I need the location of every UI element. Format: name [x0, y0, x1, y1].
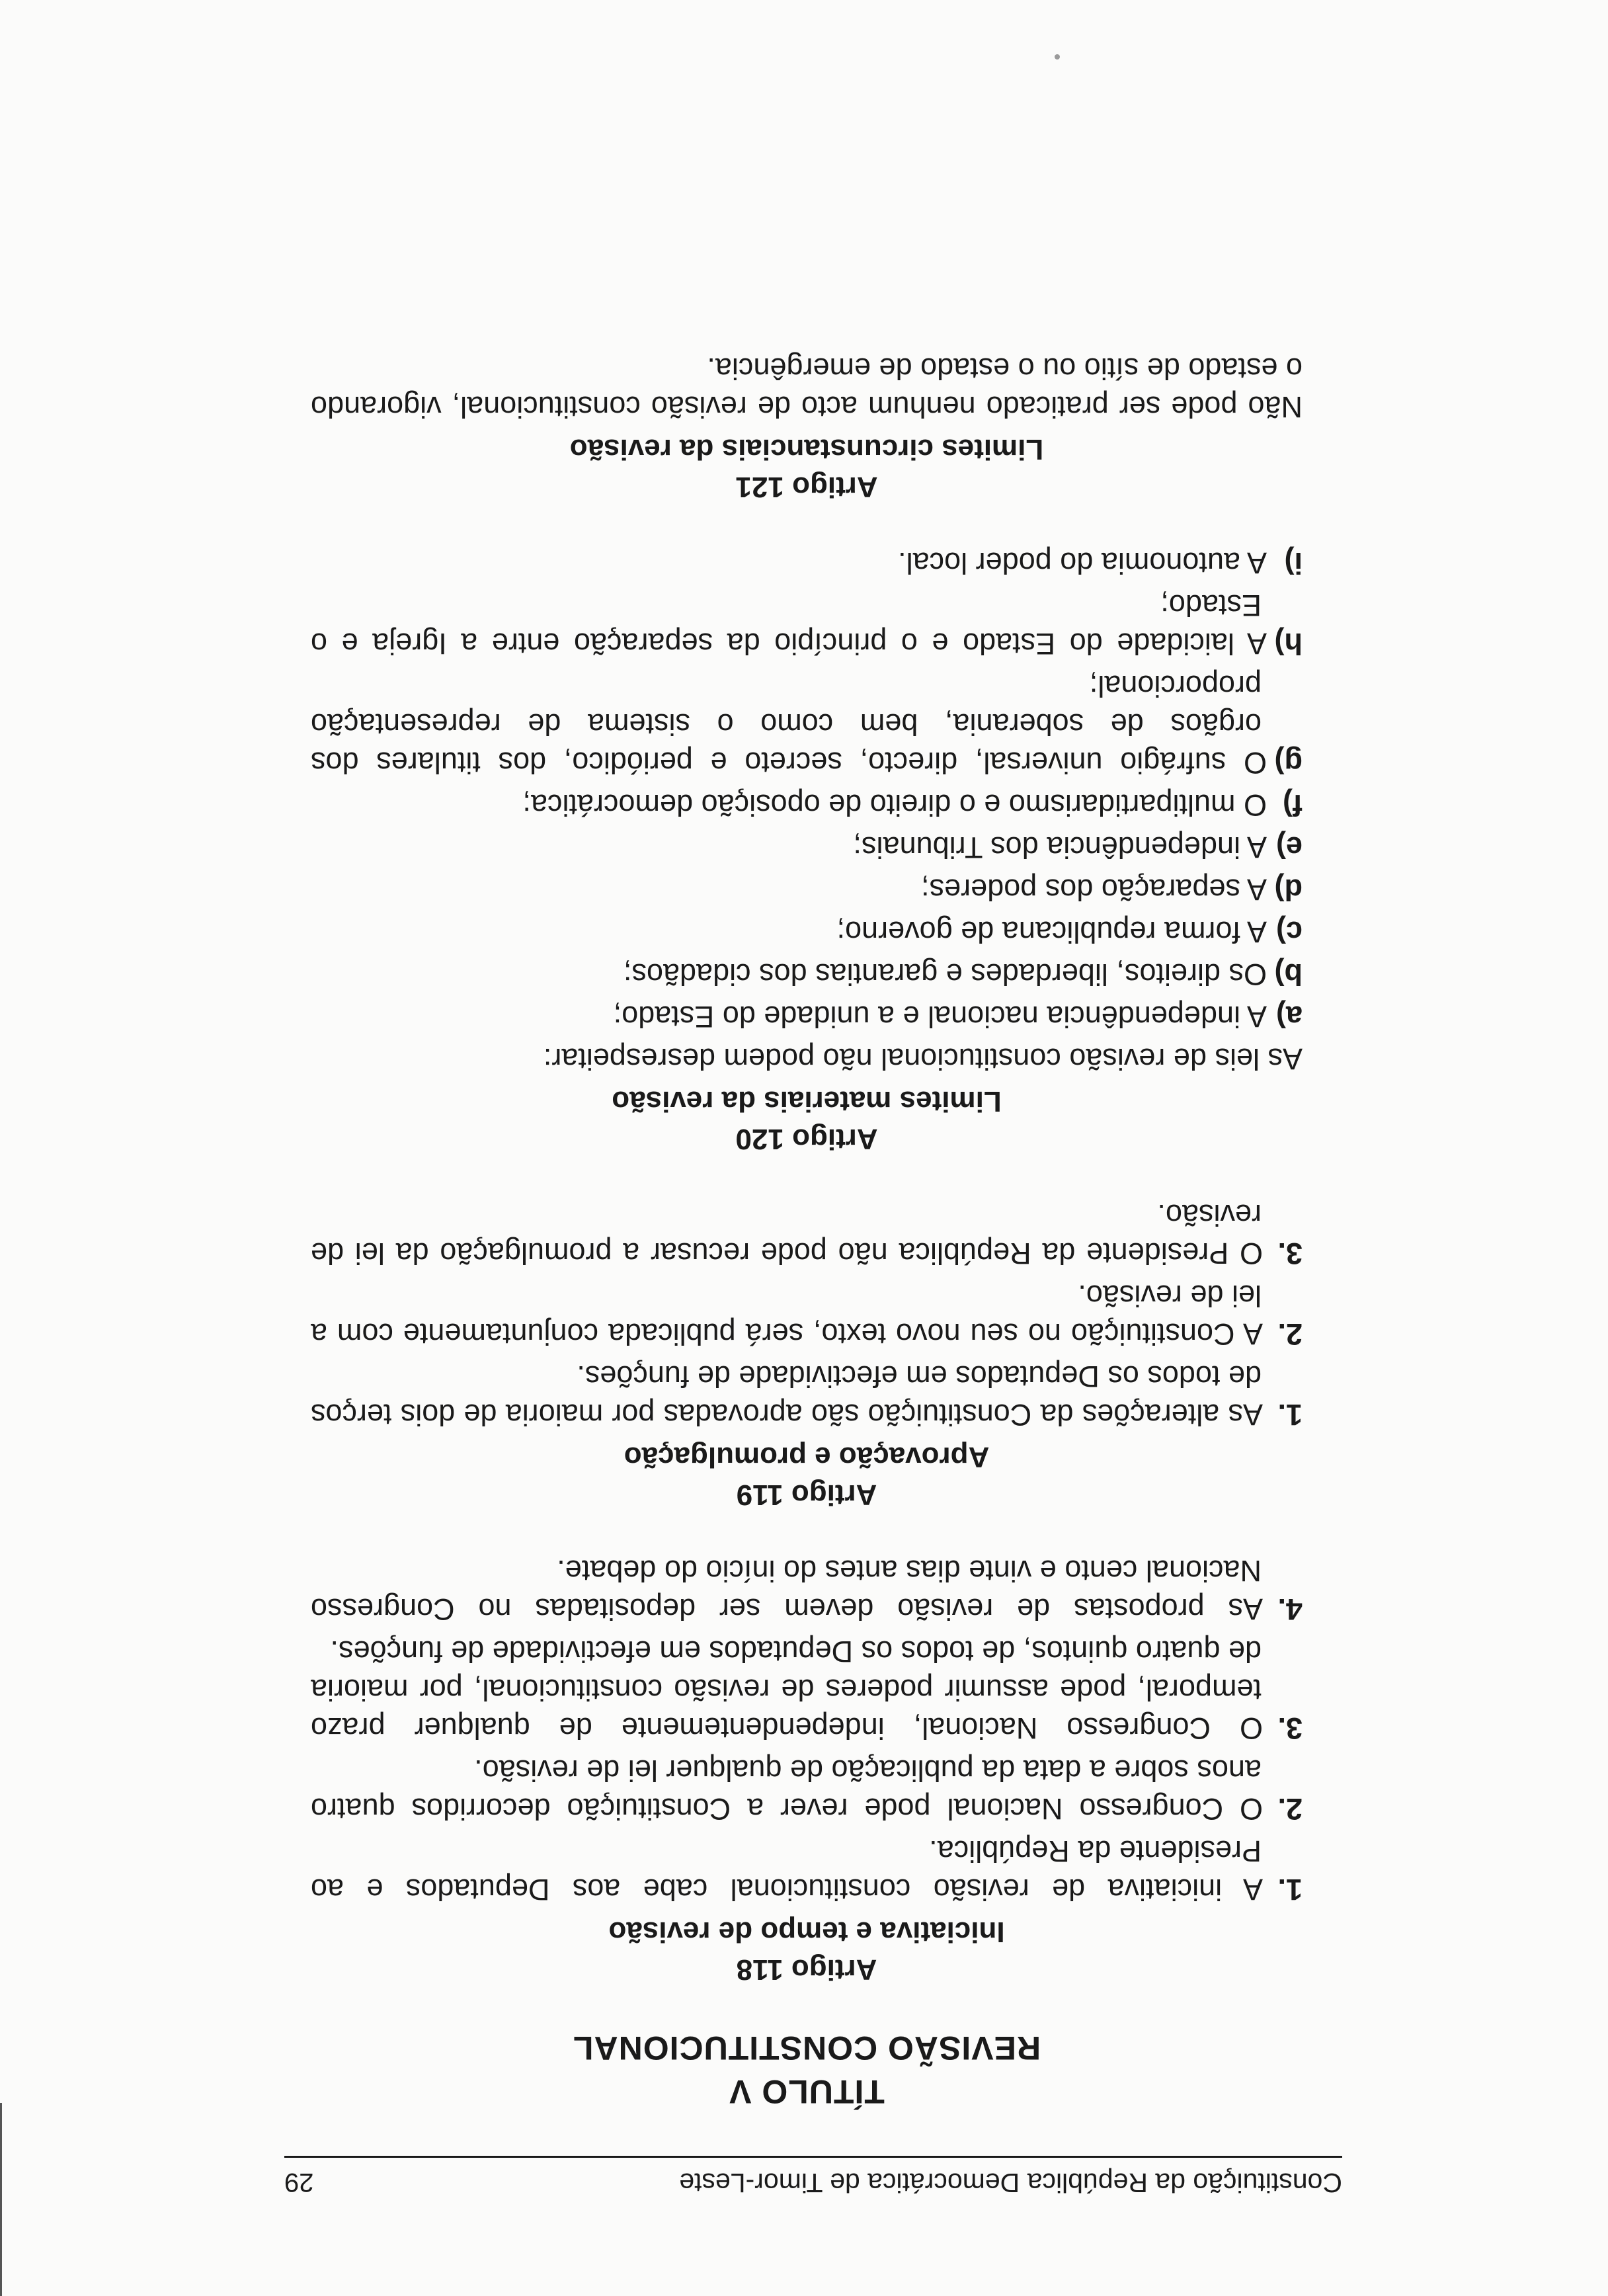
paragraph-number: 1.: [1277, 1398, 1303, 1432]
lettered-item: [311, 544, 1303, 582]
lettered-item: [311, 786, 1303, 824]
title-heading: REVISÃO CONSTITUCIONAL: [572, 2030, 1041, 2067]
article-subtitle: Limites materiais da revisão: [612, 1085, 1002, 1118]
item-text: A laicidade do Estado e o princípio da separação entre a Igreja e o Estado;: [311, 589, 1267, 661]
numbered-paragraph: [311, 1832, 1303, 1908]
lettered-item: [311, 586, 1303, 663]
article-120: [311, 544, 1303, 1157]
article-text: Não pode ser praticado nenhum acto de revisão constitucional, vigorando o estado de sítio ou o estado de emergência.: [311, 352, 1303, 424]
paragraph-number: 4.: [1277, 1592, 1303, 1626]
item-letter: f): [1283, 788, 1303, 822]
article-119: [311, 1196, 1303, 1513]
article-subtitle: Aprovação e promulgação: [623, 1441, 990, 1473]
numbered-paragraph: [311, 1196, 1303, 1272]
article-subtitle: Limites circunstanciais da revisão: [569, 433, 1044, 466]
paragraph-number: 3.: [1277, 1237, 1303, 1270]
paragraph-text: As propostas de revisão devem ser depositadas no Congresso Nacional cento e vinte dias antes do início do debate.: [311, 1554, 1263, 1626]
page-number: 29: [284, 2168, 314, 2197]
article-title: Artigo 120: [735, 1123, 878, 1155]
numbered-paragraph: [311, 1632, 1303, 1747]
item-letter: a): [1275, 1000, 1303, 1034]
paragraph-number: 1.: [1277, 1873, 1303, 1906]
running-header: [284, 2156, 1342, 2198]
title-number: TÍTULO V: [729, 2073, 885, 2110]
paragraph-number: 3.: [1277, 1711, 1303, 1745]
article-subtitle: Iniciativa e tempo de revisão: [608, 1916, 1005, 1948]
item-text: A autonomia do poder local.: [898, 546, 1267, 580]
item-letter: c): [1275, 915, 1303, 949]
lettered-item: [311, 667, 1303, 782]
numbered-paragraph: [311, 1751, 1303, 1828]
article-title: Artigo 118: [736, 1953, 877, 1986]
paragraph-text: A Constituição no seu novo texto, será publicada conjuntamente com a lei de revisão.: [311, 1279, 1263, 1351]
lettered-item: [311, 913, 1303, 951]
lettered-item: [311, 870, 1303, 909]
lettered-item: [311, 828, 1303, 866]
article-title: Artigo 121: [735, 471, 878, 503]
lettered-item: [311, 955, 1303, 993]
paragraph-number: 2.: [1277, 1317, 1303, 1351]
item-text: Os direitos, liberdades e garantias dos cidadãos;: [623, 958, 1267, 991]
title-block: [311, 2026, 1303, 2113]
item-text: O sufrágio universal, directo, secreto e periódico, dos titulares dos orgãos de soberania, bem como o sistema de representação proporcional;: [311, 669, 1267, 780]
article-intro: As leis de revisão constitucional não podem desrespeitar:: [543, 1042, 1303, 1076]
item-letter: g): [1274, 746, 1303, 780]
item-letter: b): [1274, 958, 1303, 991]
numbered-paragraph: [311, 1357, 1303, 1434]
paragraph-text: As alterações da Constituição são aprovadas por maioria de dois terços de todos os Deputados em efectividade de funções.: [311, 1360, 1263, 1432]
item-text: A forma republicana de governo;: [836, 915, 1267, 949]
item-letter: h): [1274, 627, 1303, 661]
paragraph-number: 2.: [1277, 1792, 1303, 1826]
numbered-paragraph: [311, 1551, 1303, 1628]
paragraph-text: O Congresso Nacional pode rever a Constituição decorridos quatro anos sobre a data da publicação de qualquer lei de revisão.: [311, 1754, 1263, 1826]
header-text: Constituição da República Democrática de Timor-Leste: [679, 2168, 1342, 2198]
item-text: O multipartidarismo e o direito de oposição democrática;: [522, 788, 1267, 822]
item-letter: e): [1275, 831, 1303, 864]
lettered-item: [311, 997, 1303, 1036]
document-content: [284, 349, 1342, 2198]
numbered-paragraph: [311, 1276, 1303, 1353]
item-letter: d): [1274, 873, 1303, 907]
item-text: A separação dos poderes;: [921, 873, 1267, 907]
article-118: [311, 1551, 1303, 1988]
item-letter: i): [1284, 546, 1303, 580]
paragraph-text: O Congresso Nacional, independentemente de qualquer prazo temporal, pode assumir poderes de revisão constitucional, por maioria de quatro quintos, de todos os Deputados em efectividade de funções.: [311, 1635, 1263, 1745]
paragraph-text: A iniciativa de revisão constitucional cabe aos Deputados e ao Presidente da República.: [311, 1834, 1263, 1906]
article-121: [311, 349, 1303, 505]
item-text: A independência nacional e a unidade do Estado;: [613, 1000, 1267, 1034]
item-text: A independência dos Tribunais;: [853, 831, 1267, 864]
article-title: Artigo 119: [736, 1479, 877, 1511]
paragraph-text: O Presidente da República não pode recusar a promulgação da lei de revisão.: [311, 1198, 1263, 1270]
